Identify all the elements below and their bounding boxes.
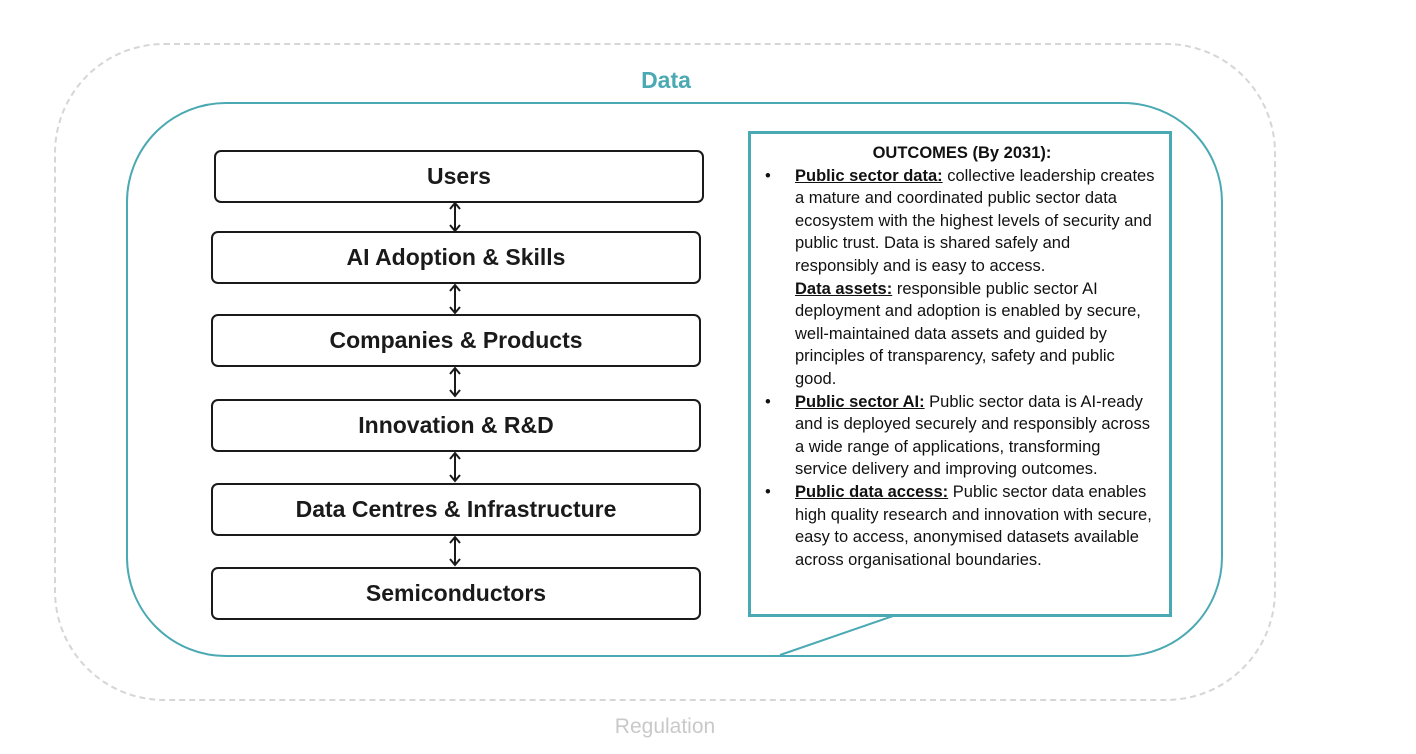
outcomes-box bbox=[748, 131, 1172, 617]
outcome-item-public-sector-ai bbox=[761, 391, 1157, 481]
double-arrow-icon bbox=[447, 201, 463, 233]
outcome-text: Public sector data enables high quality research and innovation with secure, easy to access, anonymised datasets available across organisational boundaries. bbox=[795, 482, 1152, 569]
layer-data-centres bbox=[211, 483, 701, 536]
outcome-text: collective leadership creates a mature and coordinated public sector data ecosystem with the highest levels of security and public trust. Data is shared safely and responsibly and is easy to access. bbox=[795, 166, 1155, 275]
layer-data-centres-label: Data Centres & Infrastructure bbox=[295, 496, 617, 522]
outcomes-title: OUTCOMES (By 2031): bbox=[872, 144, 1052, 162]
outcome-heading: Public sector AI: bbox=[795, 392, 925, 411]
layer-companies-products-label: Companies & Products bbox=[329, 327, 583, 353]
outcome-item-data-assets bbox=[761, 278, 1157, 391]
layer-users-label: Users bbox=[427, 163, 491, 189]
outcome-text: Public sector data is AI-ready and is deployed securely and responsibly across a wide range of applications, transforming service delivery and improving outcomes. bbox=[795, 392, 1150, 479]
bullet-dot: • bbox=[765, 392, 771, 411]
double-arrow-icon bbox=[447, 283, 463, 315]
outcome-heading: Data assets: bbox=[795, 279, 893, 298]
data-label: Data bbox=[641, 67, 691, 93]
bullet-dot: • bbox=[765, 482, 771, 501]
double-arrow-icon bbox=[447, 535, 463, 567]
layer-innovation-rd-label: Innovation & R&D bbox=[358, 412, 554, 438]
layer-semiconductors-label: Semiconductors bbox=[365, 580, 547, 606]
outcome-text: responsible public sector AI deployment and adoption is enabled by secure, well-maintained data assets and guided by principles of transparency, safety and public good. bbox=[795, 279, 1141, 388]
bullet-dot: • bbox=[765, 166, 771, 185]
layer-users bbox=[214, 150, 704, 203]
outcome-heading: Public sector data: bbox=[795, 166, 943, 185]
layer-semiconductors bbox=[211, 567, 701, 620]
outcome-item-public-sector-data bbox=[761, 165, 1157, 278]
outcome-item-public-data-access bbox=[761, 481, 1157, 571]
outcome-heading: Public data access: bbox=[795, 482, 949, 501]
regulation-label: Regulation bbox=[614, 715, 716, 738]
double-arrow-icon bbox=[447, 366, 463, 398]
layer-ai-adoption-label: AI Adoption & Skills bbox=[346, 244, 566, 270]
layer-companies-products bbox=[211, 314, 701, 367]
double-arrow-icon bbox=[447, 451, 463, 483]
layer-ai-adoption bbox=[211, 231, 701, 284]
layer-innovation-rd bbox=[211, 399, 701, 452]
